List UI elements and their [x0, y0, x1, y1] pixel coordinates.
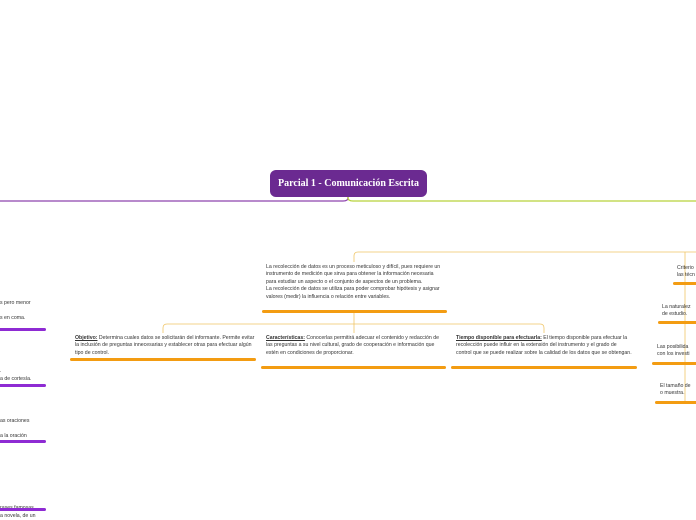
central-topic-title: Parcial 1 - Comunicación Escrita — [278, 178, 419, 189]
left-node-3-underline — [0, 440, 46, 443]
main-topic-text-2: La recolección de datos se utiliza para poder comprobar hipótesis y asignar valores (medir) la influencia o relación entre variables. — [266, 286, 440, 300]
right-subtopic-line — [354, 252, 696, 262]
central-topic[interactable] — [270, 170, 427, 197]
right-node-1[interactable] — [677, 265, 696, 280]
left-node-1[interactable] — [0, 296, 50, 326]
right-node-2-line-2: de estudio. — [662, 311, 688, 318]
main-topic-node[interactable] — [266, 264, 442, 301]
objetivo-underline — [70, 358, 256, 361]
tiempo-underline — [451, 366, 637, 369]
caracteristicas-text: Conocerlas permitirá adecuar el contenido y redacción de las preguntas a su nivel cultural, grado de cooperación e información que estén en condiciones de proporcionar. — [266, 335, 440, 356]
right-node-3-line-2: con los investi — [657, 351, 690, 358]
right-node-1-line-1: Criterio — [677, 265, 694, 271]
right-node-3-underline — [652, 362, 696, 365]
left-node-2[interactable] — [0, 367, 50, 383]
caracteristicas-underline — [261, 366, 446, 369]
tiempo-label: Tiempo disponible para efectuarla: — [456, 335, 542, 341]
left-node-4[interactable] — [0, 504, 50, 520]
caracteristicas-label: Características: — [266, 335, 305, 341]
left-node-2-line-1: . — [0, 368, 2, 374]
left-node-2-underline — [0, 384, 46, 387]
right-node-2-line-1: La naturalez — [662, 304, 691, 310]
left-node-3-line-2: a la oración — [0, 433, 27, 439]
left-node-3-line-1: as oraciones — [0, 418, 30, 424]
main-topic-underline — [262, 310, 447, 313]
right-node-2[interactable] — [662, 304, 696, 319]
left-node-1-underline — [0, 328, 46, 331]
tiempo-text: El tiempo disponible para efectuar la recolección puede influir en la extensión del instrumento y el grado de control que se puede realizar sobre la calidad de los datos que se obtengan. — [456, 335, 632, 356]
right-node-2-underline — [658, 321, 696, 324]
right-node-3[interactable] — [657, 344, 696, 359]
main-topic-text-1: La recolección de datos es un proceso meticuloso y difícil, pues requiere un instrumento de medición que sirva para obtener la información necesaria para estudiar un aspecto o el conjunto de aspectos de un problema. — [266, 264, 441, 285]
right-node-4[interactable] — [660, 383, 696, 398]
left-node-1-line-1: s pero menor — [0, 300, 31, 306]
caracteristicas-node[interactable] — [266, 335, 442, 357]
tiempo-node[interactable] — [456, 335, 632, 357]
right-node-3-line-1: Las posibilida — [657, 344, 689, 350]
right-node-4-line-1: El tamaño de — [660, 383, 691, 389]
right-node-4-line-2: o muestra. — [660, 390, 685, 397]
left-node-4-line-2: a novela, de un — [0, 513, 36, 519]
left-node-1-line-2: s en coma. — [0, 315, 26, 321]
right-node-4-underline — [655, 401, 696, 404]
objetivo-text: Determina cuales datos se solicitarán del informante. Permite evitar la inclusión de preguntas innecesarias y establecer otras para efectuar algún tipo de control. — [75, 335, 255, 356]
left-node-4-underline — [0, 508, 46, 511]
right-node-1-underline — [673, 282, 696, 285]
right-node-1-line-2: las técn — [677, 272, 695, 279]
objetivo-node[interactable] — [75, 335, 255, 357]
left-node-2-line-2: a de cortesía. — [0, 376, 32, 382]
objetivo-label: Objetivo: — [75, 335, 98, 341]
subtopic-connector — [163, 313, 544, 333]
